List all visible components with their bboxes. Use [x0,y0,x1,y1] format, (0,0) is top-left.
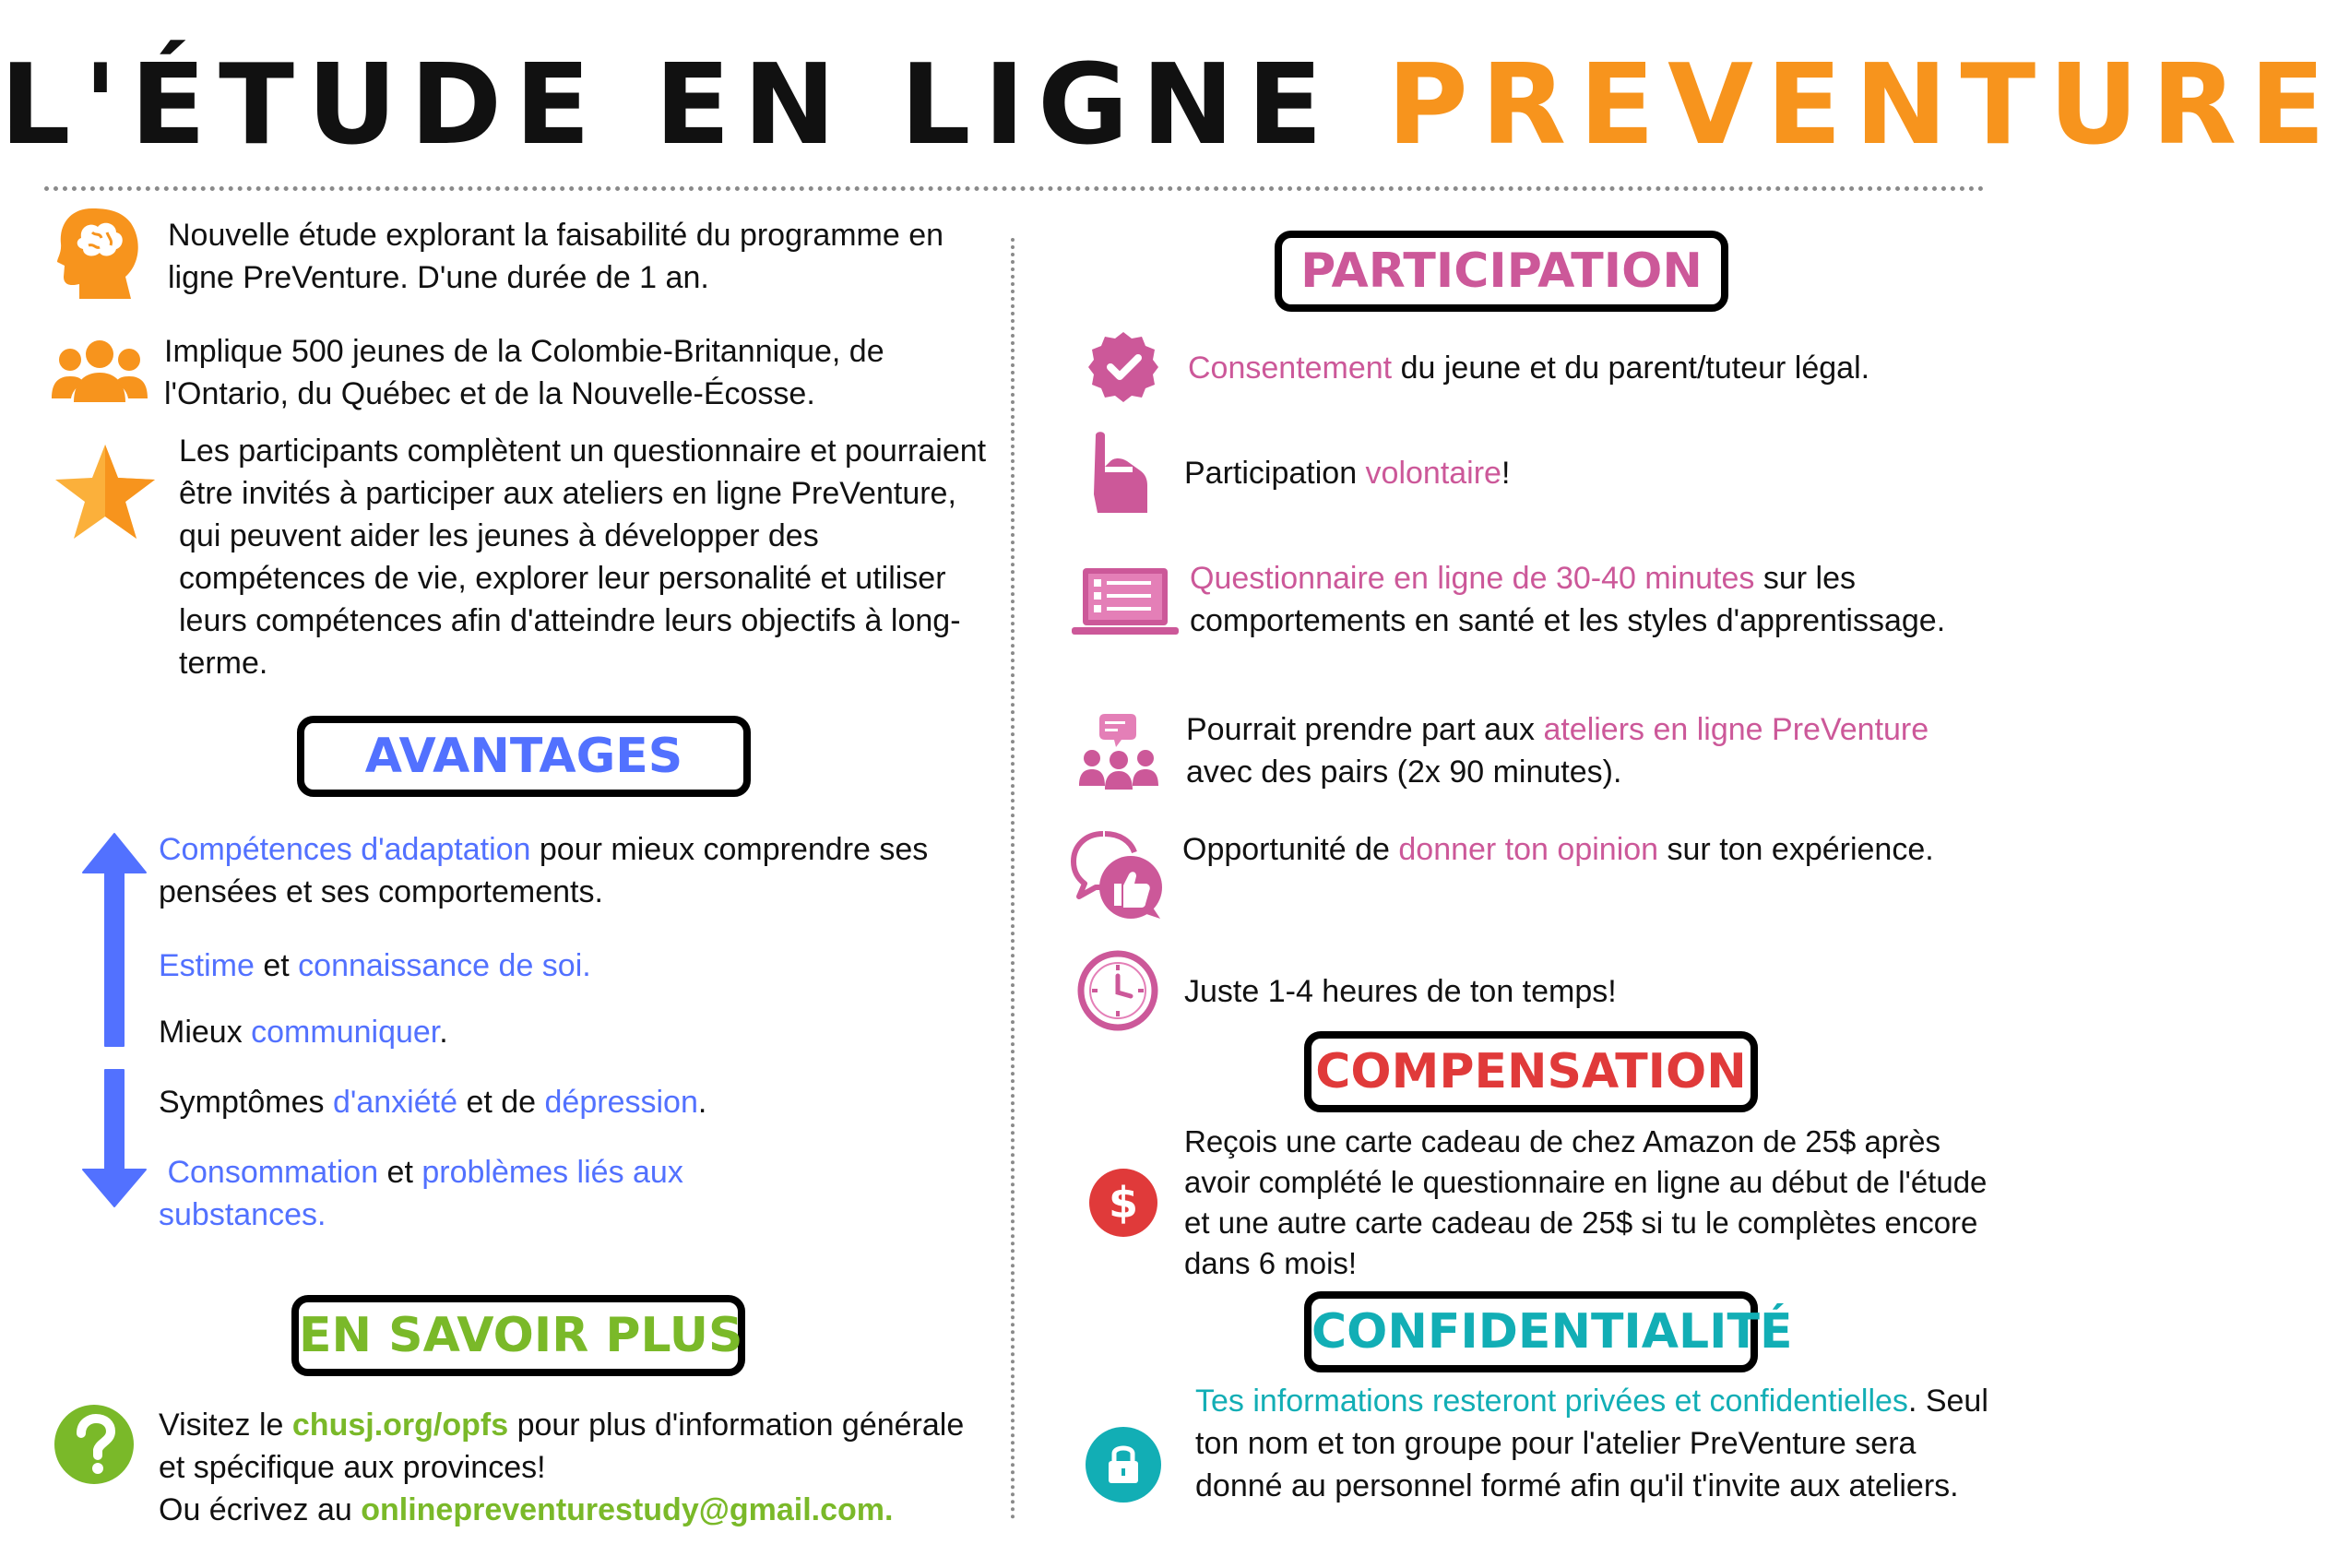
people-group-icon [52,338,148,404]
body-text: et de [457,1085,545,1120]
highlight-text: chusj.org/opfs [291,1408,509,1443]
body-text: . [697,1085,707,1120]
highlight-text: d'anxiété [332,1085,457,1120]
body-text: Implique 500 jeunes de la Colombie-Britannique, de l'Ontario, du Québec et de la Nouvelle-Écosse. [164,334,894,411]
avantage-item-1 [159,828,970,913]
body-text: pour mieux comprendre ses pensées et ses comportements. [159,832,937,909]
title-part-2: PREVENTURE [1386,42,2338,170]
clock-icon [1077,950,1158,1031]
body-text: et [378,1155,422,1190]
highlight-text: onlinepreventurestudy@gmail.com. [361,1492,894,1527]
intro-text-3 [179,430,995,684]
highlight-text: communiquer [251,1015,440,1050]
head-brain-icon [55,205,142,301]
highlight-text: Estime [159,948,255,983]
avantage-item-3 [159,1011,970,1053]
avantage-item-5 [159,1151,712,1236]
participation-item-6 [1184,970,1996,1013]
body-text: Pourrait prendre part aux [1186,712,1544,747]
body-text: sur ton expérience. [1658,832,1934,867]
body-text: Mieux [159,1015,252,1050]
body-text: avec des pairs (2x 90 minutes). [1186,712,1938,790]
savoir-heading: EN SAVOIR PLUS [291,1295,745,1376]
svg-text:$: $ [1108,1178,1139,1228]
body-text: Reçois une carte cadeau de chez Amazon de 25$ après avoir complété le questionnaire en ligne au début de l'étude et une autre carte cadeau de 25$ si tu le complètes encore dans 6 mois! [1184,1124,1988,1280]
participation-item-5 [1182,828,1994,871]
body-text: Opportunité de [1182,832,1399,867]
body-text: Participation [1184,456,1366,491]
confidentialite-heading: CONFIDENTIALITÉ [1304,1291,1758,1372]
arrow-down-icon [81,1066,148,1208]
confidentialite-text [1195,1380,2007,1507]
highlight-text: connaissance de soi. [298,948,591,983]
body-text: du jeune et du parent/tuteur légal. [1392,350,1870,386]
body-text: Visitez le [159,1408,292,1443]
highlight-text: dépression [544,1085,698,1120]
title-part-1: L'ÉTUDE EN LIGNE [0,42,1387,170]
laptop-checklist-icon [1070,566,1181,636]
intro-text-2 [164,330,976,415]
avantage-item-2 [159,944,970,987]
avantages-heading: AVANTAGES [297,716,751,797]
highlight-text: Tes informations resteront privées et confidentielles [1195,1384,1908,1419]
dollar-icon [1088,1168,1158,1238]
avantage-item-4 [159,1081,970,1123]
highlight-text: Questionnaire en ligne de 30-40 minutes [1190,561,1755,596]
check-badge-icon [1086,330,1160,404]
highlight-text: problèmes liés aux substances. [159,1155,693,1232]
feedback-thumbs-up-icon [1070,830,1166,922]
body-text: . [439,1015,448,1050]
highlight-text: donner ton opinion [1398,832,1659,867]
page-title [0,37,2338,175]
body-text: et [254,948,299,983]
column-divider [1011,238,1015,1520]
raised-hand-icon [1088,430,1149,515]
highlight-text: volontaire [1365,456,1501,491]
compensation-heading: COMPENSATION [1304,1031,1758,1112]
body-text: sur les comportements en santé et les styles d'apprentissage. [1190,561,1946,638]
group-chat-icon [1077,712,1160,791]
participation-heading: PARTICIPATION [1275,231,1728,312]
participation-item-2 [1184,452,1996,494]
title-divider [44,186,1985,191]
body-text: pour plus d'information générale et spécifique aux provinces! Ou écrivez au [159,1408,965,1527]
arrow-up-icon [81,832,148,1053]
star-icon [52,441,159,544]
highlight-text: ateliers en ligne PreVenture [1543,712,1929,747]
body-text: Symptômes [159,1085,333,1120]
participation-item-3 [1190,557,2001,642]
body-text: Les participants complètent un questionnaire et pourraient être invités à participer aux ateliers en ligne PreVenture, qui peuvent aider les jeunes à développer des compétences de vie, explorer leur personalité et utiliser leurs compétences afin d'atteindre leurs objectifs à long-terme. [179,434,995,681]
highlight-text: Consentement [1188,350,1393,386]
savoir-text [159,1404,989,1531]
body-text: Nouvelle étude explorant la faisabilité du programme en ligne PreVenture. D'une durée de 1 an. [168,218,953,295]
lock-icon [1085,1426,1162,1503]
participation-item-1 [1188,347,2000,389]
body-text: Juste 1-4 heures de ton temps! [1184,974,1617,1009]
participation-item-4 [1186,708,1998,793]
body-text: ! [1501,456,1511,491]
compensation-text [1184,1122,1996,1284]
highlight-text: Compétences d'adaptation [159,832,531,867]
question-mark-icon [53,1404,135,1485]
body-text: . Seul ton nom et ton groupe pour l'atelier PreVenture sera donné au personnel formé afin qu'il t'invite aux ateliers. [1195,1384,1998,1503]
highlight-text: Consommation [159,1155,379,1190]
intro-text-1 [168,214,979,299]
